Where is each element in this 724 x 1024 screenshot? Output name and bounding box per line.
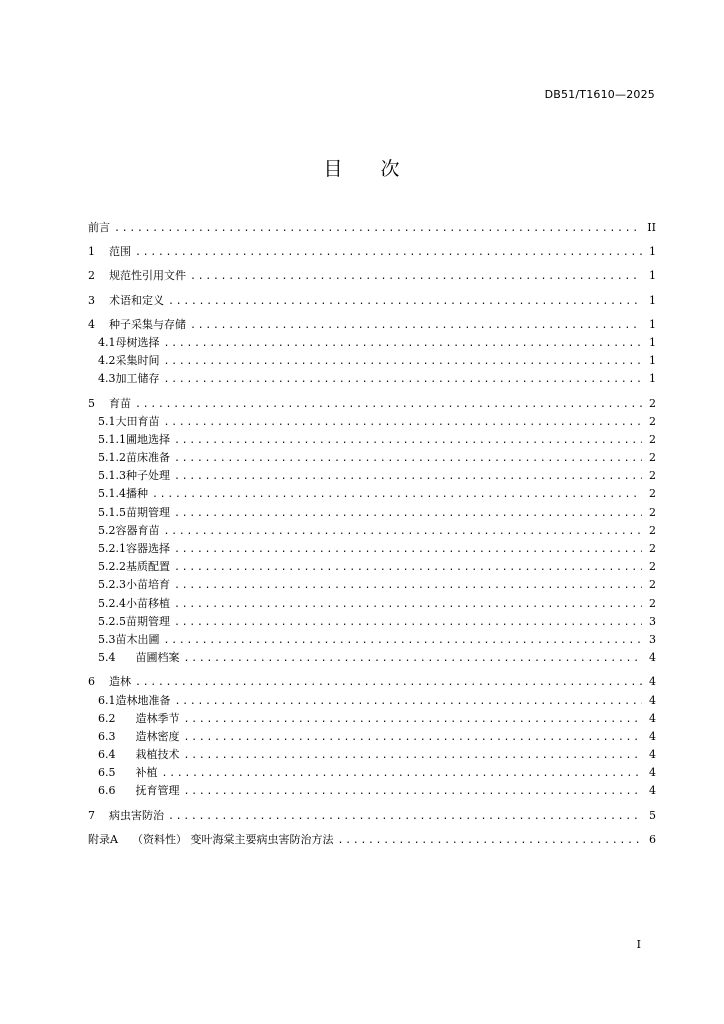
- toc-entry-number: 5.2.5: [98, 614, 126, 628]
- toc-leader-dots: [184, 729, 643, 747]
- toc-entry[interactable]: [88, 558, 656, 576]
- toc-entry-title: 加工储存: [115, 372, 160, 386]
- toc-entry-page: 4: [649, 651, 656, 665]
- toc-leader-dots: [174, 577, 642, 595]
- toc-leader-dots: [164, 414, 643, 432]
- toc-leader-dots: [175, 693, 643, 711]
- toc-entry-page: 4: [649, 748, 656, 762]
- toc-entry-title: 苗木出圃: [115, 632, 160, 646]
- toc-entry-title: 圃地选择: [126, 432, 170, 446]
- toc-entry[interactable]: [88, 595, 656, 613]
- toc-entry[interactable]: [88, 467, 656, 485]
- toc-leader-dots: [190, 268, 642, 286]
- toc-leader-dots: [168, 293, 642, 311]
- toc-entry[interactable]: [88, 370, 656, 388]
- toc-leader-dots: [184, 711, 643, 729]
- toc-entry-title: 造林地准备: [115, 693, 171, 707]
- toc-entry-number: 5.2.4: [98, 596, 126, 610]
- toc-entry-page: 1: [649, 293, 656, 307]
- toc-entry[interactable]: [88, 219, 656, 237]
- toc-entry-page: 1: [649, 335, 656, 349]
- document-code: DB51/T1610—2025: [544, 88, 655, 101]
- toc-entry[interactable]: [88, 692, 656, 710]
- toc-entry-title: 规范性引用文件: [109, 269, 186, 283]
- toc-entry-page: 3: [649, 632, 656, 646]
- toc-entry-number: 4.2: [98, 354, 116, 368]
- toc-entry-number: 4.3: [98, 372, 116, 386]
- toc-entry-page: 4: [649, 711, 656, 725]
- toc-entry-page: 2: [649, 578, 656, 592]
- toc-entry-number: 5.1.5: [98, 505, 126, 519]
- toc-entry-number: 5.2.2: [98, 560, 126, 574]
- toc-entry-number: 6: [88, 675, 95, 689]
- toc-entry-page: 4: [649, 784, 656, 798]
- toc-entry-page: 1: [649, 354, 656, 368]
- toc-entry-title: 补植: [135, 766, 158, 780]
- toc-entry[interactable]: [88, 431, 656, 449]
- toc-entry-title: 苗床准备: [126, 451, 170, 465]
- toc-leader-dots: [184, 783, 643, 801]
- toc-entry[interactable]: [88, 485, 656, 503]
- toc-entry-title: 苗圃档案: [135, 651, 180, 665]
- toc-entry-title: 苗期管理: [126, 505, 170, 519]
- toc-entry-number: 6.4: [98, 748, 116, 762]
- toc-leader-dots: [174, 432, 642, 450]
- toc-entry[interactable]: [88, 807, 656, 825]
- toc-entry[interactable]: [88, 292, 656, 310]
- toc-entry-page: 2: [649, 451, 656, 465]
- toc-entry-number: 7: [88, 808, 95, 822]
- toc-entry[interactable]: [88, 831, 656, 849]
- toc-entry-page: 5: [649, 808, 656, 822]
- toc-entry-page: 2: [649, 432, 656, 446]
- toc-entry-title: 种子处理: [126, 469, 170, 483]
- toc-entry-page: 1: [649, 269, 656, 283]
- toc-leader-dots: [174, 614, 642, 632]
- toc-entry-number: 6.1: [98, 693, 116, 707]
- toc-entry[interactable]: [88, 504, 656, 522]
- toc-leader-dots: [114, 220, 642, 238]
- toc-entry-page: 2: [649, 542, 656, 555]
- toc-entry-number: 5.2: [98, 523, 116, 537]
- toc-entry-page: 2: [649, 560, 656, 574]
- toc-entry-page: 4: [649, 675, 656, 689]
- toc-leader-dots: [164, 632, 643, 650]
- toc-leader-dots: [162, 765, 643, 783]
- toc-entry-title: 小苗移植: [126, 596, 170, 610]
- toc-entry-title: 栽植技术: [135, 748, 180, 762]
- table-of-contents: [88, 219, 656, 849]
- toc-leader-dots: [184, 747, 643, 765]
- toc-leader-dots: [135, 244, 642, 262]
- toc-leader-dots: [174, 596, 642, 614]
- toc-entry-page: 2: [649, 469, 656, 483]
- toc-entry-number: 5.1.2: [98, 451, 126, 465]
- toc-entry-number: 3: [88, 293, 95, 307]
- toc-entry-page: 2: [649, 487, 656, 501]
- toc-entry-number: 5.1: [98, 414, 116, 428]
- toc-entry-page: 2: [649, 596, 656, 610]
- toc-entry-title: 苗期管理: [126, 614, 170, 628]
- toc-entry-number: 5.3: [98, 632, 116, 646]
- toc-entry[interactable]: [88, 267, 656, 285]
- page-title: 目 次: [323, 158, 401, 180]
- toc-leader-dots: [174, 450, 642, 468]
- toc-entry[interactable]: [88, 334, 656, 352]
- toc-entry-page: 2: [649, 414, 656, 428]
- toc-leader-dots: [174, 468, 642, 486]
- toc-entry-number: 5.2.1: [98, 542, 126, 555]
- toc-entry-page: 2: [649, 505, 656, 519]
- toc-entry-title: 造林季节: [135, 711, 180, 725]
- toc-entry[interactable]: [88, 316, 656, 334]
- toc-entry-title: 小苗培育: [126, 578, 170, 592]
- toc-entry-title: 抚育管理: [135, 784, 180, 798]
- toc-entry-page: 2: [649, 396, 656, 410]
- toc-leader-dots: [164, 371, 643, 389]
- toc-entry-number: 6.5: [98, 766, 116, 780]
- toc-leader-dots: [152, 486, 642, 504]
- toc-entry-title: 采集时间: [115, 354, 160, 368]
- toc-entry-page: 6: [649, 832, 656, 846]
- toc-entry-number: 5.2.3: [98, 578, 126, 592]
- toc-entry-title: 种子采集与存储: [109, 317, 186, 331]
- toc-entry-title: 基质配置: [126, 560, 170, 574]
- toc-entry[interactable]: [88, 413, 656, 431]
- toc-leader-dots: [164, 353, 643, 371]
- toc-entry-number: 5.4: [98, 651, 116, 665]
- toc-entry[interactable]: [88, 631, 656, 649]
- toc-leader-dots: [184, 650, 643, 668]
- toc-entry-title: 造林: [109, 675, 131, 689]
- toc-entry-number: 5.1.4: [98, 487, 126, 501]
- toc-leader-dots: [164, 335, 643, 353]
- toc-entry[interactable]: [88, 243, 656, 261]
- toc-entry-page: 4: [649, 693, 656, 707]
- toc-leader-dots: [337, 832, 642, 850]
- toc-entry[interactable]: [88, 673, 656, 691]
- toc-entry-number: 5.1.3: [98, 469, 126, 483]
- toc-leader-dots: [174, 541, 642, 559]
- toc-entry-page: 1: [649, 317, 656, 331]
- toc-entry-title: 容器选择: [126, 542, 170, 555]
- page-number: I: [636, 938, 641, 951]
- toc-leader-dots: [174, 505, 642, 523]
- toc-entry-number: 附录A: [88, 832, 118, 846]
- toc-entry[interactable]: [88, 540, 656, 558]
- toc-entry-title: 范围: [109, 245, 131, 259]
- toc-leader-dots: [190, 317, 642, 335]
- toc-entry[interactable]: [88, 522, 656, 540]
- toc-entry-page: II: [647, 221, 656, 234]
- toc-entry-number: 6.3: [98, 729, 116, 743]
- toc-entry-number: 4: [88, 317, 95, 331]
- toc-entry-number: 6.2: [98, 711, 116, 725]
- toc-entry-page: 3: [649, 614, 656, 628]
- toc-entry[interactable]: [88, 613, 656, 631]
- toc-entry[interactable]: [88, 764, 656, 782]
- toc-entry-title: 术语和定义: [109, 293, 164, 307]
- toc-entry[interactable]: [88, 352, 656, 370]
- toc-entry-title: 育苗: [109, 396, 131, 410]
- toc-entry[interactable]: [88, 710, 656, 728]
- toc-leader-dots: [164, 523, 643, 541]
- toc-leader-dots: [135, 396, 642, 414]
- toc-entry-number: 6.6: [98, 784, 116, 798]
- toc-entry-page: 4: [649, 766, 656, 780]
- toc-entry-page: 1: [649, 372, 656, 386]
- toc-entry[interactable]: [88, 728, 656, 746]
- toc-entry-title: （资料性） 变叶海棠主要病虫害防治方法: [131, 832, 334, 846]
- toc-entry[interactable]: [88, 395, 656, 413]
- toc-entry[interactable]: [88, 649, 656, 667]
- toc-entry[interactable]: [88, 782, 656, 800]
- toc-entry[interactable]: [88, 576, 656, 594]
- toc-entry-title: 容器育苗: [115, 523, 160, 537]
- toc-entry-page: 2: [649, 523, 656, 537]
- toc-leader-dots: [135, 674, 642, 692]
- toc-entry-title: 病虫害防治: [109, 808, 164, 822]
- toc-entry-number: 4.1: [98, 335, 116, 349]
- toc-entry-number: 5.1.1: [98, 432, 126, 446]
- toc-entry-page: 1: [649, 245, 656, 259]
- toc-entry-page: 4: [649, 729, 656, 743]
- toc-entry-title: 播种: [126, 487, 148, 501]
- toc-entry-number: 1: [88, 245, 95, 259]
- toc-entry-title: 造林密度: [135, 729, 180, 743]
- toc-entry-title: 母树选择: [115, 335, 160, 349]
- toc-entry-title: 前言: [88, 221, 110, 234]
- toc-leader-dots: [174, 559, 642, 577]
- toc-entry[interactable]: [88, 746, 656, 764]
- toc-leader-dots: [168, 808, 642, 826]
- toc-entry[interactable]: [88, 449, 656, 467]
- toc-entry-title: 大田育苗: [115, 414, 160, 428]
- toc-entry-number: 5: [88, 396, 95, 410]
- toc-entry-number: 2: [88, 269, 95, 283]
